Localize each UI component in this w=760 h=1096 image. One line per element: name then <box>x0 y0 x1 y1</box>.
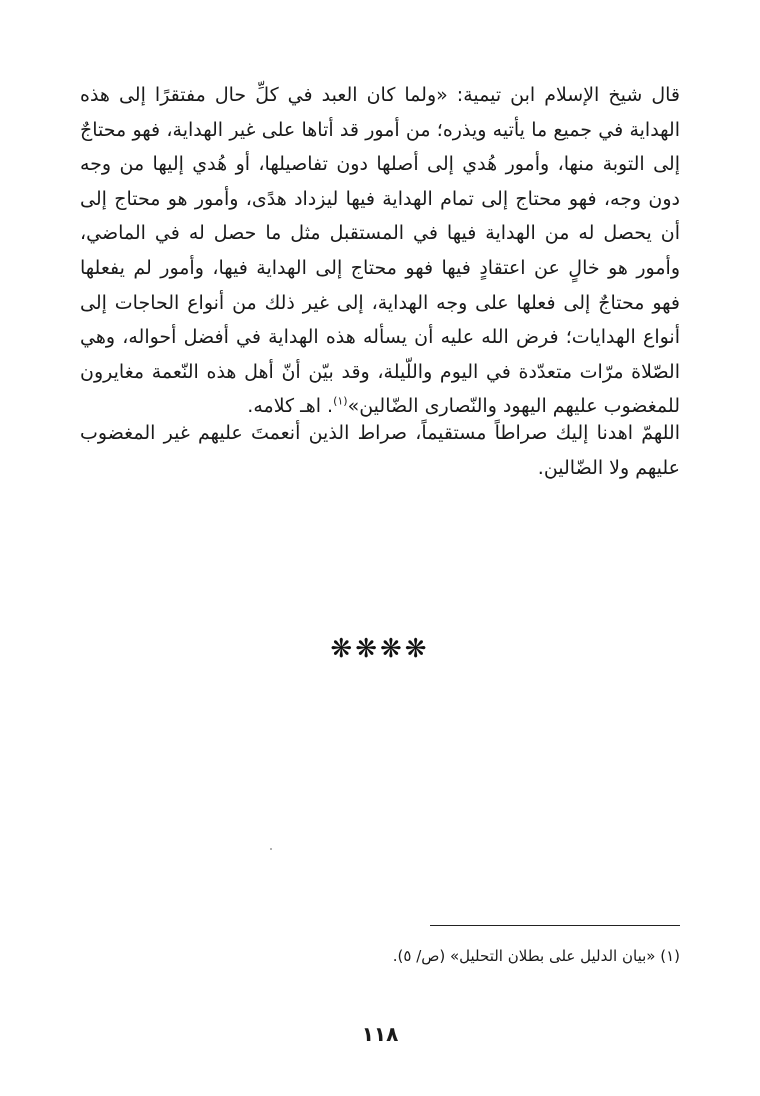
quote-paragraph <box>80 78 680 424</box>
footnote-reference: (١) <box>333 395 348 409</box>
section-separator: ❋❋❋❋ <box>330 634 430 664</box>
prayer-text: اللهمّ اهدنا إليك صراطاً مستقيماً، صراط الذين أنعمتَ عليهم غير المغضوب عليهم ولا الضّالين. <box>80 422 680 479</box>
page-number: ١١٨ <box>361 1022 399 1046</box>
footnote: (١) «بيان الدليل على بطلان التحليل» (ص/ ٥). <box>392 947 680 965</box>
footnote-divider <box>430 925 680 926</box>
quote-text: قال شيخ الإسلام ابن تيمية: «ولما كان العبد في كلِّ حال مفتقرًا إلى هذه الهداية في جميع ما يأتيه ويذره؛ من أمور قد أتاها على غير الهداية، فهو محتاجٌ إلى التوبة منها، وأمور هُدي إلى أصلها دون تفاصيلها، أو هُدي إليها من وجه دون وجه، فهو محتاج إلى تمام الهداية فيها ليزداد هدًى، وأمور هو محتاج إلى أن يحصل له من الهداية فيها في المستقبل مثل ما حصل له في الماضي، وأمور هو خالٍ عن اعتقادٍ فيها فهو محتاج إلى الهداية فيها، وأمور لم يفعلها فهو محتاجٌ إلى فعلها على وجه الهداية، إلى غير ذلك من أنواع الحاجات إلى أنواع الهدايات؛ فرض الله عليه أن يسأله هذه الهداية في أفضل أحواله، وهي الصّلاة مرّات متعدّدة في اليوم واللّيلة، وقد بيّن أنّ أهل هذه النّعمة مغايرون للمغضوب عليهم اليهود والنّصارى الضّالين» <box>80 84 680 418</box>
body-paragraph-prayer <box>80 416 680 485</box>
body-paragraph-quote <box>80 78 680 424</box>
stray-dot <box>270 848 272 850</box>
quote-suffix: . اهـ كلامه. <box>247 395 334 418</box>
